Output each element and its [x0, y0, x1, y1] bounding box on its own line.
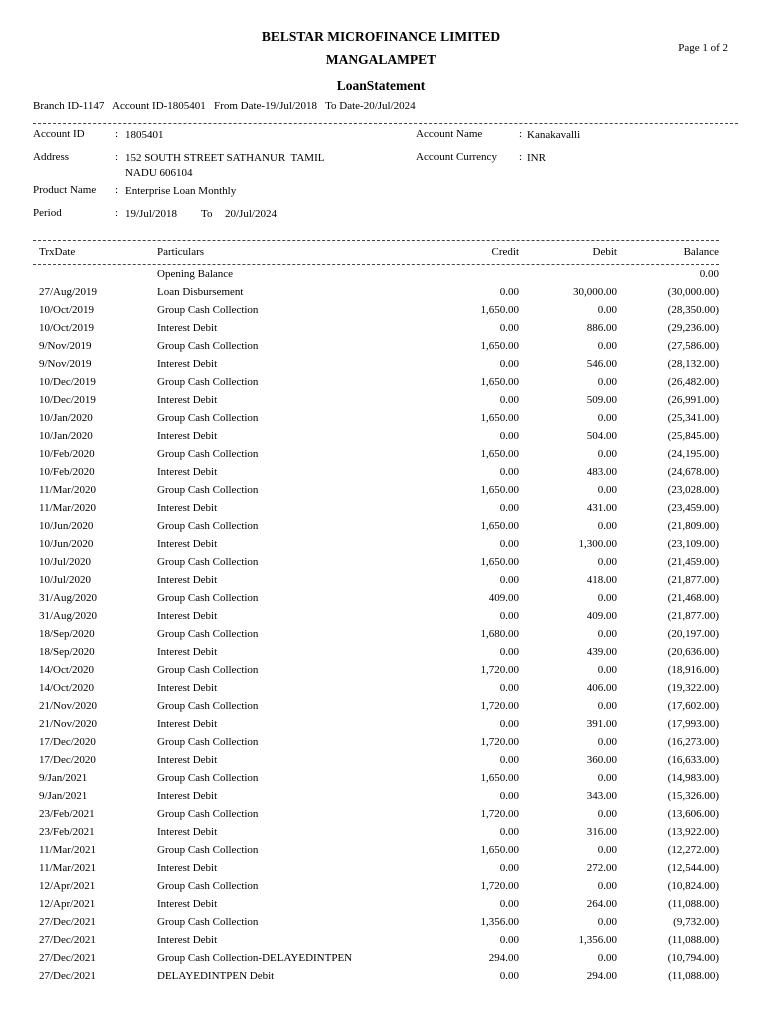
debit-cell: 0.00 — [597, 412, 617, 424]
debit-cell: 418.00 — [586, 574, 617, 586]
particulars-cell: Interest Debit — [157, 610, 218, 622]
debit-cell: 0.00 — [597, 376, 617, 388]
credit-cell: 0.00 — [499, 322, 519, 334]
credit-cell: 0.00 — [499, 430, 519, 442]
balance-cell: (20,197.00) — [667, 628, 719, 640]
trx-date-cell: 14/Oct/2020 — [39, 682, 94, 694]
balance-cell: (26,482.00) — [667, 376, 719, 388]
trx-date-cell: 14/Oct/2020 — [39, 664, 94, 676]
branch-name: MANGALAMPET — [325, 52, 437, 67]
trx-date-cell: 10/Jan/2020 — [39, 412, 93, 424]
credit-cell: 0.00 — [499, 502, 519, 514]
particulars-cell: Loan Disbursement — [157, 286, 244, 298]
table-row — [33, 681, 719, 699]
credit-cell: 0.00 — [499, 682, 519, 694]
divider-table-header — [33, 264, 719, 265]
address-line-1: 152 SOUTH STREET SATHANUR TAMIL — [125, 152, 325, 164]
table-row — [33, 897, 719, 915]
debit-cell: 0.00 — [597, 700, 617, 712]
table-row — [33, 933, 719, 951]
trx-date-cell: 10/Dec/2019 — [39, 394, 96, 406]
credit-cell: 0.00 — [499, 826, 519, 838]
trx-date-cell: 11/Mar/2020 — [39, 502, 97, 514]
particulars-cell: Group Cash Collection — [157, 880, 259, 892]
balance-cell: (30,000.00) — [667, 286, 719, 298]
credit-cell: 1,650.00 — [480, 772, 519, 784]
balance-cell: (11,088.00) — [668, 898, 719, 910]
balance-cell: (14,983.00) — [667, 772, 719, 784]
transactions-table — [33, 267, 719, 987]
table-row — [33, 537, 719, 555]
credit-cell: 0.00 — [499, 934, 519, 946]
trx-date-cell: 27/Dec/2021 — [39, 934, 96, 946]
balance-cell: (21,468.00) — [667, 592, 719, 604]
trx-date-cell: 27/Dec/2021 — [39, 970, 96, 982]
balance-cell: (17,602.00) — [667, 700, 719, 712]
debit-cell: 886.00 — [586, 322, 617, 334]
address-label: Address — [33, 151, 70, 163]
particulars-cell: Interest Debit — [157, 322, 218, 334]
table-row — [33, 789, 719, 807]
credit-cell: 0.00 — [499, 754, 519, 766]
balance-cell: (21,809.00) — [667, 520, 719, 532]
particulars-cell: Group Cash Collection — [157, 844, 259, 856]
table-row — [33, 861, 719, 879]
particulars-cell: Interest Debit — [157, 826, 218, 838]
table-row — [33, 285, 719, 303]
credit-cell: 1,650.00 — [480, 412, 519, 424]
debit-cell: 0.00 — [597, 592, 617, 604]
col-header-particulars: Particulars — [157, 246, 205, 258]
particulars-cell: Interest Debit — [157, 790, 218, 802]
credit-cell: 1,650.00 — [480, 520, 519, 532]
credit-cell: 0.00 — [499, 718, 519, 730]
trx-date-cell: 11/Mar/2021 — [39, 844, 97, 856]
credit-cell: 1,650.00 — [480, 448, 519, 460]
period-from: 19/Jul/2018 — [125, 208, 177, 220]
balance-cell: (21,459.00) — [667, 556, 719, 568]
table-header — [33, 246, 719, 260]
trx-date-cell: 10/Jan/2020 — [39, 430, 93, 442]
col-header-trxdate: TrxDate — [39, 246, 76, 258]
particulars-cell: Interest Debit — [157, 718, 218, 730]
trx-date-cell: 10/Feb/2020 — [39, 466, 95, 478]
trx-date-cell: 18/Sep/2020 — [39, 628, 95, 640]
divider-top — [33, 123, 738, 124]
balance-cell: (11,088.00) — [668, 970, 719, 982]
table-row — [33, 807, 719, 825]
debit-cell: 0.00 — [597, 736, 617, 748]
balance-cell: (13,606.00) — [667, 808, 719, 820]
credit-cell: 409.00 — [488, 592, 519, 604]
particulars-cell: Interest Debit — [157, 754, 218, 766]
trx-date-cell: 23/Feb/2021 — [39, 808, 95, 820]
trx-date-cell: 17/Dec/2020 — [39, 754, 96, 766]
table-row — [33, 663, 719, 681]
trx-date-cell: 21/Nov/2020 — [39, 700, 98, 712]
particulars-cell: Interest Debit — [157, 466, 218, 478]
account-currency-label: Account Currency — [416, 151, 497, 163]
table-row — [33, 915, 719, 933]
particulars-cell: Group Cash Collection — [157, 304, 259, 316]
credit-cell: 0.00 — [499, 574, 519, 586]
account-id-label: Account ID — [33, 128, 85, 140]
table-row — [33, 969, 719, 987]
particulars-cell: Interest Debit — [157, 358, 218, 370]
debit-cell: 264.00 — [586, 898, 617, 910]
col-header-debit: Debit — [592, 246, 617, 258]
credit-cell: 0.00 — [499, 646, 519, 658]
debit-cell: 1,300.00 — [578, 538, 617, 550]
particulars-cell: Interest Debit — [157, 646, 218, 658]
balance-cell: 0.00 — [699, 268, 719, 280]
particulars-cell: Group Cash Collection — [157, 916, 259, 928]
particulars-cell: Group Cash Collection — [157, 772, 259, 784]
period-label: Period — [33, 207, 62, 219]
table-row — [33, 375, 719, 393]
colon: : — [115, 128, 119, 140]
debit-cell: 0.00 — [597, 664, 617, 676]
debit-cell: 439.00 — [586, 646, 617, 658]
particulars-cell: Interest Debit — [157, 574, 218, 586]
table-row — [33, 951, 719, 969]
address-line-2: NADU 606104 — [125, 167, 193, 179]
particulars-cell: Group Cash Collection — [157, 520, 259, 532]
balance-cell: (17,993.00) — [667, 718, 719, 730]
credit-cell: 0.00 — [499, 394, 519, 406]
particulars-cell: Group Cash Collection — [157, 700, 259, 712]
period-to-label: To — [201, 208, 213, 220]
balance-cell: (12,272.00) — [667, 844, 719, 856]
debit-cell: 360.00 — [586, 754, 617, 766]
table-row — [33, 645, 719, 663]
colon: : — [519, 151, 523, 163]
debit-cell: 0.00 — [597, 952, 617, 964]
balance-cell: (20,636.00) — [667, 646, 719, 658]
particulars-cell: Group Cash Collection — [157, 592, 259, 604]
balance-cell: (25,341.00) — [667, 412, 719, 424]
debit-cell: 0.00 — [597, 628, 617, 640]
table-row — [33, 429, 719, 447]
trx-date-cell: 31/Aug/2020 — [39, 592, 98, 604]
debit-cell: 343.00 — [586, 790, 617, 802]
credit-cell: 0.00 — [499, 466, 519, 478]
balance-cell: (23,109.00) — [667, 538, 719, 550]
table-row — [33, 501, 719, 519]
trx-date-cell: 10/Jul/2020 — [39, 556, 91, 568]
trx-date-cell: 10/Jul/2020 — [39, 574, 91, 586]
debit-cell: 0.00 — [597, 808, 617, 820]
table-row — [33, 699, 719, 717]
table-row — [33, 609, 719, 627]
table-row — [33, 717, 719, 735]
balance-cell: (28,132.00) — [667, 358, 719, 370]
document-title: LoanStatement — [336, 78, 426, 93]
account-name-value: Kanakavalli — [527, 129, 581, 141]
table-row — [33, 591, 719, 609]
trx-date-cell: 9/Nov/2019 — [39, 340, 92, 352]
trx-date-cell: 10/Jun/2020 — [39, 538, 94, 550]
trx-date-cell: 10/Feb/2020 — [39, 448, 95, 460]
particulars-cell: Group Cash Collection — [157, 484, 259, 496]
account-name-label: Account Name — [416, 128, 483, 140]
balance-cell: (10,794.00) — [667, 952, 719, 964]
balance-cell: (23,028.00) — [667, 484, 719, 496]
balance-cell: (9,732.00) — [673, 916, 719, 928]
trx-date-cell: 12/Apr/2021 — [39, 898, 96, 910]
balance-cell: (19,322.00) — [667, 682, 719, 694]
account-currency-value: INR — [527, 152, 546, 164]
debit-cell: 0.00 — [597, 880, 617, 892]
table-row — [33, 447, 719, 465]
table-row — [33, 843, 719, 861]
colon: : — [115, 151, 119, 163]
table-row — [33, 555, 719, 573]
particulars-cell: Interest Debit — [157, 502, 218, 514]
particulars-cell: Interest Debit — [157, 394, 218, 406]
trx-date-cell: 27/Dec/2021 — [39, 916, 96, 928]
account-info — [33, 128, 733, 228]
account-id-value: 1805401 — [125, 129, 164, 141]
table-row — [33, 879, 719, 897]
balance-cell: (25,845.00) — [667, 430, 719, 442]
col-header-credit: Credit — [491, 246, 519, 258]
credit-cell: 1,650.00 — [480, 376, 519, 388]
particulars-cell: Group Cash Collection — [157, 412, 259, 424]
credit-cell: 1,720.00 — [480, 736, 519, 748]
credit-cell: 1,720.00 — [480, 808, 519, 820]
credit-cell: 1,650.00 — [480, 484, 519, 496]
trx-date-cell: 10/Jun/2020 — [39, 520, 94, 532]
debit-cell: 272.00 — [586, 862, 617, 874]
balance-cell: (10,824.00) — [667, 880, 719, 892]
divider-table-top — [33, 240, 719, 241]
debit-cell: 1,356.00 — [578, 934, 617, 946]
table-row — [33, 627, 719, 645]
trx-date-cell: 27/Aug/2019 — [39, 286, 98, 298]
particulars-cell: Interest Debit — [157, 898, 218, 910]
particulars-cell: Interest Debit — [157, 682, 218, 694]
trx-date-cell: 9/Nov/2019 — [39, 358, 92, 370]
trx-date-cell: 17/Dec/2020 — [39, 736, 96, 748]
balance-cell: (29,236.00) — [667, 322, 719, 334]
table-row — [33, 339, 719, 357]
debit-cell: 0.00 — [597, 520, 617, 532]
colon: : — [519, 128, 523, 140]
credit-cell: 1,680.00 — [480, 628, 519, 640]
trx-date-cell: 18/Sep/2020 — [39, 646, 95, 658]
table-row — [33, 519, 719, 537]
table-row — [33, 465, 719, 483]
credit-cell: 0.00 — [499, 358, 519, 370]
trx-date-cell: 23/Feb/2021 — [39, 826, 95, 838]
balance-cell: (15,326.00) — [667, 790, 719, 802]
period-to: 20/Jul/2024 — [225, 208, 277, 220]
debit-cell: 0.00 — [597, 844, 617, 856]
filter-summary: Branch ID-1147 Account ID-1805401 From Date-19/Jul/2018 To Date-20/Jul/2024 — [33, 100, 416, 112]
col-header-balance: Balance — [683, 246, 719, 258]
credit-cell: 0.00 — [499, 862, 519, 874]
debit-cell: 316.00 — [586, 826, 617, 838]
balance-cell: (16,633.00) — [667, 754, 719, 766]
debit-cell: 0.00 — [597, 304, 617, 316]
table-row — [33, 357, 719, 375]
trx-date-cell: 12/Apr/2021 — [39, 880, 96, 892]
credit-cell: 1,720.00 — [480, 700, 519, 712]
credit-cell: 0.00 — [499, 790, 519, 802]
credit-cell: 1,650.00 — [480, 340, 519, 352]
credit-cell: 1,356.00 — [480, 916, 519, 928]
balance-cell: (23,459.00) — [667, 502, 719, 514]
balance-cell: (24,195.00) — [667, 448, 719, 460]
particulars-cell: Interest Debit — [157, 934, 218, 946]
credit-cell: 0.00 — [499, 286, 519, 298]
particulars-cell: Interest Debit — [157, 862, 218, 874]
credit-cell: 0.00 — [499, 898, 519, 910]
trx-date-cell: 11/Mar/2020 — [39, 484, 97, 496]
debit-cell: 0.00 — [597, 484, 617, 496]
balance-cell: (13,922.00) — [667, 826, 719, 838]
credit-cell: 0.00 — [499, 538, 519, 550]
balance-cell: (21,877.00) — [667, 574, 719, 586]
table-row — [33, 483, 719, 501]
trx-date-cell: 10/Dec/2019 — [39, 376, 96, 388]
credit-cell: 1,720.00 — [480, 664, 519, 676]
table-row — [33, 735, 719, 753]
balance-cell: (27,586.00) — [667, 340, 719, 352]
colon: : — [115, 207, 119, 219]
colon: : — [115, 184, 119, 196]
credit-cell: 0.00 — [499, 610, 519, 622]
table-row — [33, 303, 719, 321]
particulars-cell: Group Cash Collection — [157, 736, 259, 748]
balance-cell: (11,088.00) — [668, 934, 719, 946]
debit-cell: 509.00 — [586, 394, 617, 406]
table-row — [33, 825, 719, 843]
page-number: Page 1 of 2 — [678, 42, 728, 54]
debit-cell: 431.00 — [586, 502, 617, 514]
trx-date-cell: 10/Oct/2019 — [39, 322, 94, 334]
balance-cell: (24,678.00) — [667, 466, 719, 478]
credit-cell: 1,720.00 — [480, 880, 519, 892]
particulars-cell: Group Cash Collection — [157, 340, 259, 352]
particulars-cell: Group Cash Collection — [157, 556, 259, 568]
particulars-cell: Group Cash Collection — [157, 376, 259, 388]
debit-cell: 409.00 — [586, 610, 617, 622]
debit-cell: 483.00 — [586, 466, 617, 478]
trx-date-cell: 21/Nov/2020 — [39, 718, 98, 730]
balance-cell: (21,877.00) — [667, 610, 719, 622]
balance-cell: (16,273.00) — [667, 736, 719, 748]
trx-date-cell: 11/Mar/2021 — [39, 862, 97, 874]
product-name-label: Product Name — [33, 184, 97, 196]
particulars-cell: Opening Balance — [157, 268, 234, 280]
trx-date-cell: 10/Oct/2019 — [39, 304, 94, 316]
product-name-value: Enterprise Loan Monthly — [125, 185, 237, 197]
particulars-cell: Group Cash Collection — [157, 628, 259, 640]
debit-cell: 30,000.00 — [573, 286, 617, 298]
credit-cell: 1,650.00 — [480, 304, 519, 316]
particulars-cell: Group Cash Collection — [157, 448, 259, 460]
balance-cell: (26,991.00) — [667, 394, 719, 406]
trx-date-cell: 9/Jan/2021 — [39, 790, 88, 802]
table-row — [33, 267, 719, 285]
credit-cell: 0.00 — [499, 970, 519, 982]
balance-cell: (12,544.00) — [667, 862, 719, 874]
particulars-cell: DELAYEDINTPEN Debit — [157, 970, 275, 982]
particulars-cell: Interest Debit — [157, 430, 218, 442]
debit-cell: 504.00 — [586, 430, 617, 442]
table-row — [33, 321, 719, 339]
debit-cell: 0.00 — [597, 772, 617, 784]
debit-cell: 546.00 — [586, 358, 617, 370]
table-row — [33, 771, 719, 789]
company-name: BELSTAR MICROFINANCE LIMITED — [261, 29, 501, 44]
particulars-cell: Interest Debit — [157, 538, 218, 550]
table-row — [33, 393, 719, 411]
debit-cell: 0.00 — [597, 556, 617, 568]
credit-cell: 1,650.00 — [480, 844, 519, 856]
debit-cell: 0.00 — [597, 448, 617, 460]
credit-cell: 1,650.00 — [480, 556, 519, 568]
trx-date-cell: 27/Dec/2021 — [39, 952, 96, 964]
balance-cell: (28,350.00) — [667, 304, 719, 316]
trx-date-cell: 31/Aug/2020 — [39, 610, 98, 622]
debit-cell: 406.00 — [586, 682, 617, 694]
debit-cell: 391.00 — [586, 718, 617, 730]
table-row — [33, 753, 719, 771]
credit-cell: 294.00 — [488, 952, 519, 964]
debit-cell: 294.00 — [586, 970, 617, 982]
balance-cell: (18,916.00) — [667, 664, 719, 676]
table-row — [33, 411, 719, 429]
particulars-cell: Group Cash Collection — [157, 808, 259, 820]
particulars-cell: Group Cash Collection — [157, 664, 259, 676]
particulars-cell: Group Cash Collection-DELAYEDINTPEN — [157, 952, 353, 964]
debit-cell: 0.00 — [597, 340, 617, 352]
table-row — [33, 573, 719, 591]
trx-date-cell: 9/Jan/2021 — [39, 772, 88, 784]
debit-cell: 0.00 — [597, 916, 617, 928]
